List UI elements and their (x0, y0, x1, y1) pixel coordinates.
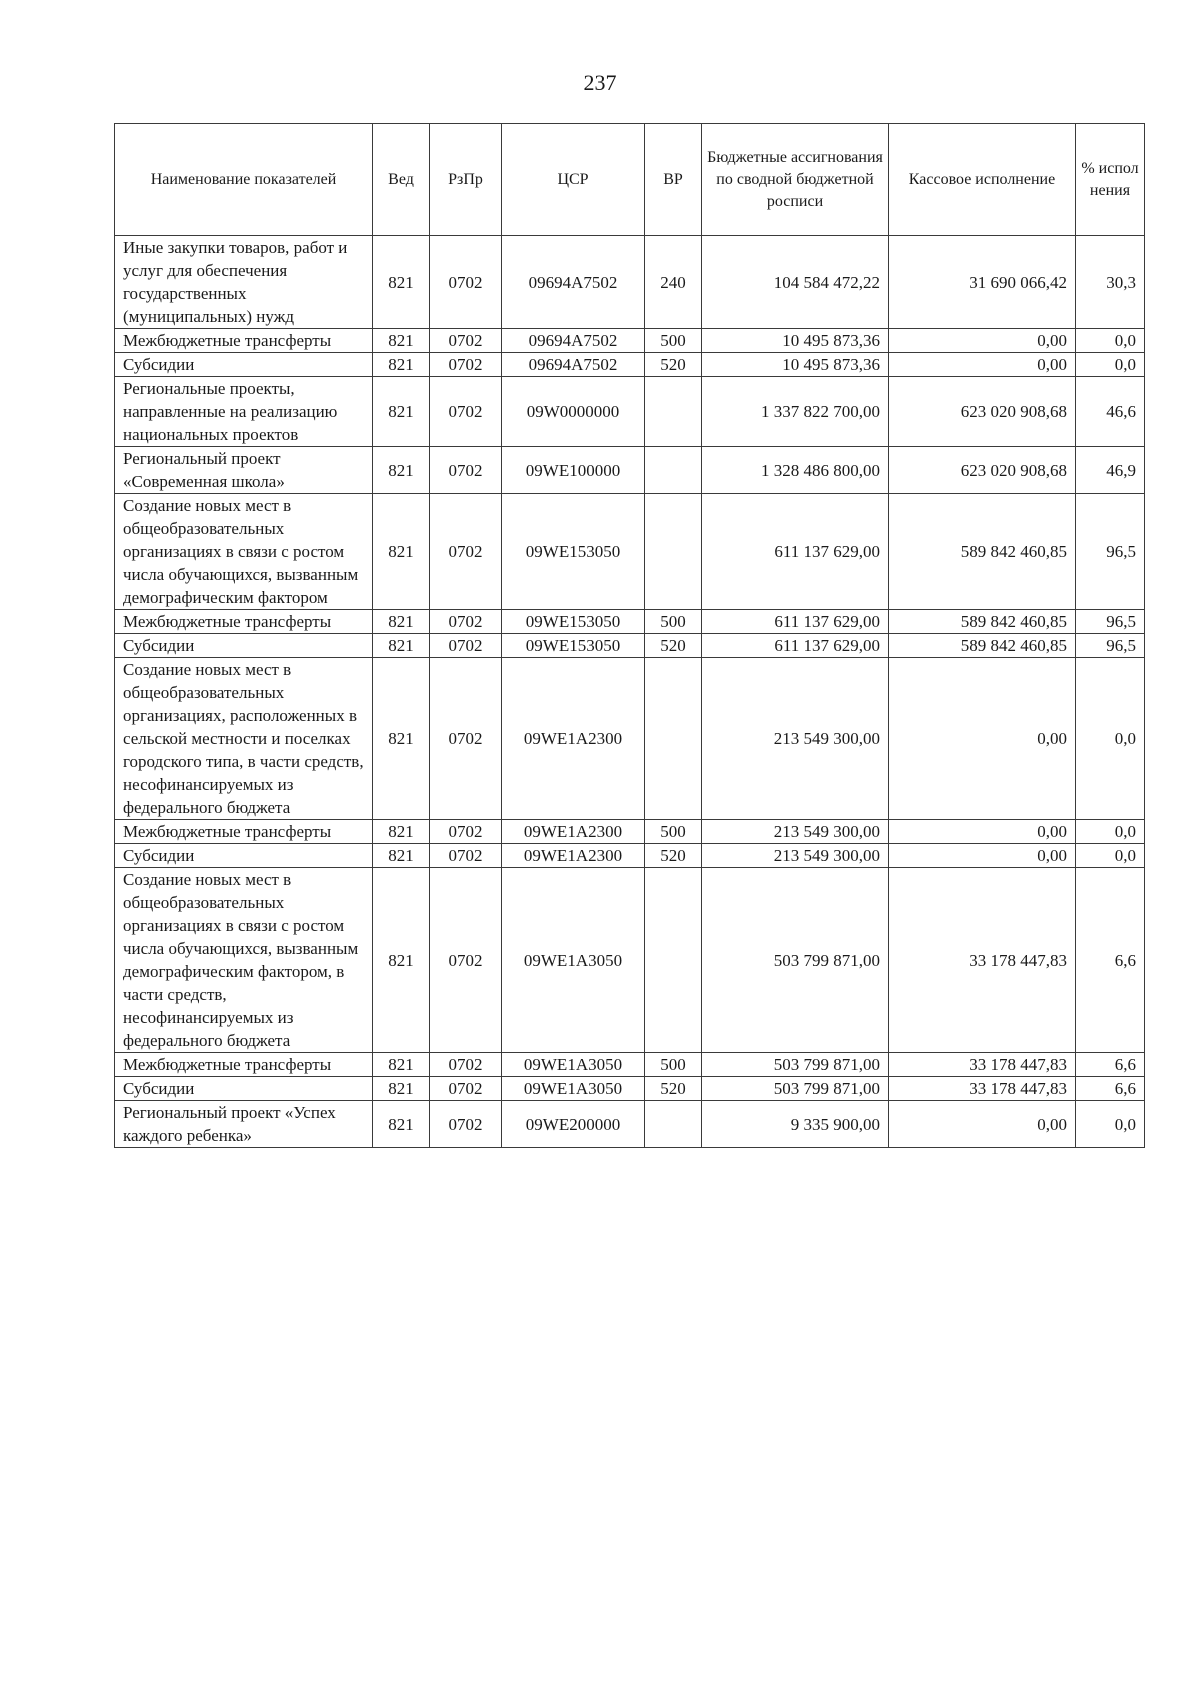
table-row (115, 1077, 1145, 1101)
row-csr-cell: 09694A7502 (502, 353, 645, 377)
row-csr-cell: 09WE1A3050 (502, 1077, 645, 1101)
row-cash-cell: 589 842 460,85 (889, 494, 1076, 610)
row-vr-cell: 500 (645, 820, 702, 844)
row-cash-cell: 623 020 908,68 (889, 377, 1076, 447)
table-row (115, 844, 1145, 868)
row-percent-cell: 6,6 (1076, 868, 1145, 1053)
row-rzpr-cell: 0702 (430, 329, 502, 353)
table-row (115, 1053, 1145, 1077)
header-vr: ВР (645, 124, 702, 236)
row-percent-cell: 0,0 (1076, 844, 1145, 868)
row-csr-cell: 09WE153050 (502, 634, 645, 658)
table-row (115, 820, 1145, 844)
row-name-cell: Создание новых мест в общеобразовательных организациях в связи с ростом числа обучающихся, вызванным демографическим фактором (115, 494, 373, 610)
row-vr-cell: 520 (645, 844, 702, 868)
row-ved-cell: 821 (373, 1101, 430, 1148)
row-rzpr-cell: 0702 (430, 820, 502, 844)
table-row (115, 377, 1145, 447)
table-row (115, 236, 1145, 329)
row-name-cell: Межбюджетные трансферты (115, 820, 373, 844)
row-cash-cell: 0,00 (889, 1101, 1076, 1148)
row-cash-cell: 0,00 (889, 329, 1076, 353)
row-assignments-cell: 10 495 873,36 (702, 353, 889, 377)
row-csr-cell: 09WE100000 (502, 447, 645, 494)
row-csr-cell: 09WE200000 (502, 1101, 645, 1148)
table-header-row (115, 124, 1145, 236)
row-cash-cell: 0,00 (889, 844, 1076, 868)
row-ved-cell: 821 (373, 820, 430, 844)
row-vr-cell (645, 494, 702, 610)
row-name-cell: Межбюджетные трансферты (115, 329, 373, 353)
row-percent-cell: 0,0 (1076, 353, 1145, 377)
row-name-cell: Региональный проект «Успех каждого ребенка» (115, 1101, 373, 1148)
header-csr: ЦСР (502, 124, 645, 236)
row-cash-cell: 31 690 066,42 (889, 236, 1076, 329)
row-assignments-cell: 611 137 629,00 (702, 494, 889, 610)
row-assignments-cell: 213 549 300,00 (702, 820, 889, 844)
row-assignments-cell: 213 549 300,00 (702, 844, 889, 868)
row-rzpr-cell: 0702 (430, 1077, 502, 1101)
row-rzpr-cell: 0702 (430, 634, 502, 658)
row-name-cell: Межбюджетные трансферты (115, 1053, 373, 1077)
row-assignments-cell: 611 137 629,00 (702, 610, 889, 634)
row-name-cell: Иные закупки товаров, работ и услуг для обеспечения государственных (муниципальных) нужд (115, 236, 373, 329)
row-assignments-cell: 611 137 629,00 (702, 634, 889, 658)
row-percent-cell: 0,0 (1076, 1101, 1145, 1148)
row-rzpr-cell: 0702 (430, 844, 502, 868)
row-csr-cell: 09WE153050 (502, 610, 645, 634)
row-assignments-cell: 503 799 871,00 (702, 1077, 889, 1101)
row-vr-cell (645, 868, 702, 1053)
row-rzpr-cell: 0702 (430, 658, 502, 820)
row-assignments-cell: 104 584 472,22 (702, 236, 889, 329)
row-rzpr-cell: 0702 (430, 868, 502, 1053)
row-rzpr-cell: 0702 (430, 447, 502, 494)
row-rzpr-cell: 0702 (430, 1053, 502, 1077)
row-ved-cell: 821 (373, 236, 430, 329)
header-percent-execution: % испол нения (1076, 124, 1145, 236)
header-rzpr: РзПр (430, 124, 502, 236)
row-ved-cell: 821 (373, 610, 430, 634)
row-vr-cell: 500 (645, 1053, 702, 1077)
row-ved-cell: 821 (373, 634, 430, 658)
table-row (115, 634, 1145, 658)
row-ved-cell: 821 (373, 494, 430, 610)
row-name-cell: Субсидии (115, 353, 373, 377)
row-percent-cell: 96,5 (1076, 610, 1145, 634)
row-vr-cell: 520 (645, 1077, 702, 1101)
page-number: 237 (583, 70, 617, 95)
row-rzpr-cell: 0702 (430, 1101, 502, 1148)
row-percent-cell: 6,6 (1076, 1077, 1145, 1101)
row-percent-cell: 30,3 (1076, 236, 1145, 329)
row-ved-cell: 821 (373, 447, 430, 494)
row-percent-cell: 96,5 (1076, 494, 1145, 610)
row-ved-cell: 821 (373, 868, 430, 1053)
row-percent-cell: 96,5 (1076, 634, 1145, 658)
row-assignments-cell: 213 549 300,00 (702, 658, 889, 820)
row-name-cell: Межбюджетные трансферты (115, 610, 373, 634)
row-csr-cell: 09694A7502 (502, 329, 645, 353)
row-rzpr-cell: 0702 (430, 353, 502, 377)
row-csr-cell: 09WE1A2300 (502, 820, 645, 844)
header-cash-execution: Кассовое исполнение (889, 124, 1076, 236)
row-vr-cell (645, 447, 702, 494)
row-cash-cell: 33 178 447,83 (889, 1053, 1076, 1077)
row-cash-cell: 589 842 460,85 (889, 610, 1076, 634)
row-vr-cell: 500 (645, 329, 702, 353)
row-assignments-cell: 1 337 822 700,00 (702, 377, 889, 447)
budget-table (114, 123, 1145, 1148)
row-assignments-cell: 1 328 486 800,00 (702, 447, 889, 494)
row-percent-cell: 46,9 (1076, 447, 1145, 494)
row-vr-cell (645, 377, 702, 447)
row-assignments-cell: 503 799 871,00 (702, 868, 889, 1053)
row-percent-cell: 0,0 (1076, 329, 1145, 353)
row-rzpr-cell: 0702 (430, 494, 502, 610)
row-vr-cell (645, 1101, 702, 1148)
table-body (115, 236, 1145, 1148)
row-ved-cell: 821 (373, 353, 430, 377)
row-cash-cell: 623 020 908,68 (889, 447, 1076, 494)
row-percent-cell: 46,6 (1076, 377, 1145, 447)
row-csr-cell: 09WE1A3050 (502, 1053, 645, 1077)
row-name-cell: Субсидии (115, 844, 373, 868)
row-percent-cell: 6,6 (1076, 1053, 1145, 1077)
row-cash-cell: 0,00 (889, 820, 1076, 844)
row-name-cell: Создание новых мест в общеобразовательных организациях, расположенных в сельской местности и поселках городского типа, в части средств, несофинансируемых из федерального бюджета (115, 658, 373, 820)
row-percent-cell: 0,0 (1076, 658, 1145, 820)
row-percent-cell: 0,0 (1076, 820, 1145, 844)
row-vr-cell (645, 658, 702, 820)
row-ved-cell: 821 (373, 377, 430, 447)
row-cash-cell: 33 178 447,83 (889, 868, 1076, 1053)
row-vr-cell: 520 (645, 353, 702, 377)
row-vr-cell: 520 (645, 634, 702, 658)
table-row (115, 658, 1145, 820)
row-cash-cell: 0,00 (889, 658, 1076, 820)
table-row (115, 353, 1145, 377)
row-assignments-cell: 9 335 900,00 (702, 1101, 889, 1148)
row-assignments-cell: 503 799 871,00 (702, 1053, 889, 1077)
row-cash-cell: 33 178 447,83 (889, 1077, 1076, 1101)
row-name-cell: Создание новых мест в общеобразовательных организациях в связи с ростом числа обучающихся, вызванным демографическим фактором, в части средств, несофинансируемых из федерального бюджета (115, 868, 373, 1053)
header-assignments: Бюджетные ассигнования по сводной бюджетной росписи (702, 124, 889, 236)
header-name: Наименование показателей (115, 124, 373, 236)
table-row (115, 610, 1145, 634)
table-row (115, 1101, 1145, 1148)
row-vr-cell: 240 (645, 236, 702, 329)
row-ved-cell: 821 (373, 844, 430, 868)
row-ved-cell: 821 (373, 658, 430, 820)
row-name-cell: Субсидии (115, 1077, 373, 1101)
row-name-cell: Субсидии (115, 634, 373, 658)
row-cash-cell: 0,00 (889, 353, 1076, 377)
row-rzpr-cell: 0702 (430, 377, 502, 447)
row-name-cell: Региональные проекты, направленные на реализацию национальных проектов (115, 377, 373, 447)
row-rzpr-cell: 0702 (430, 610, 502, 634)
row-csr-cell: 09W0000000 (502, 377, 645, 447)
row-cash-cell: 589 842 460,85 (889, 634, 1076, 658)
table-row (115, 447, 1145, 494)
row-csr-cell: 09WE1A2300 (502, 658, 645, 820)
row-csr-cell: 09WE1A2300 (502, 844, 645, 868)
row-csr-cell: 09694A7502 (502, 236, 645, 329)
row-rzpr-cell: 0702 (430, 236, 502, 329)
row-ved-cell: 821 (373, 329, 430, 353)
header-ved: Вед (373, 124, 430, 236)
row-csr-cell: 09WE153050 (502, 494, 645, 610)
row-name-cell: Региональный проект «Современная школа» (115, 447, 373, 494)
table-row (115, 868, 1145, 1053)
row-csr-cell: 09WE1A3050 (502, 868, 645, 1053)
row-ved-cell: 821 (373, 1077, 430, 1101)
table-row (115, 329, 1145, 353)
row-vr-cell: 500 (645, 610, 702, 634)
row-ved-cell: 821 (373, 1053, 430, 1077)
row-assignments-cell: 10 495 873,36 (702, 329, 889, 353)
table-row (115, 494, 1145, 610)
